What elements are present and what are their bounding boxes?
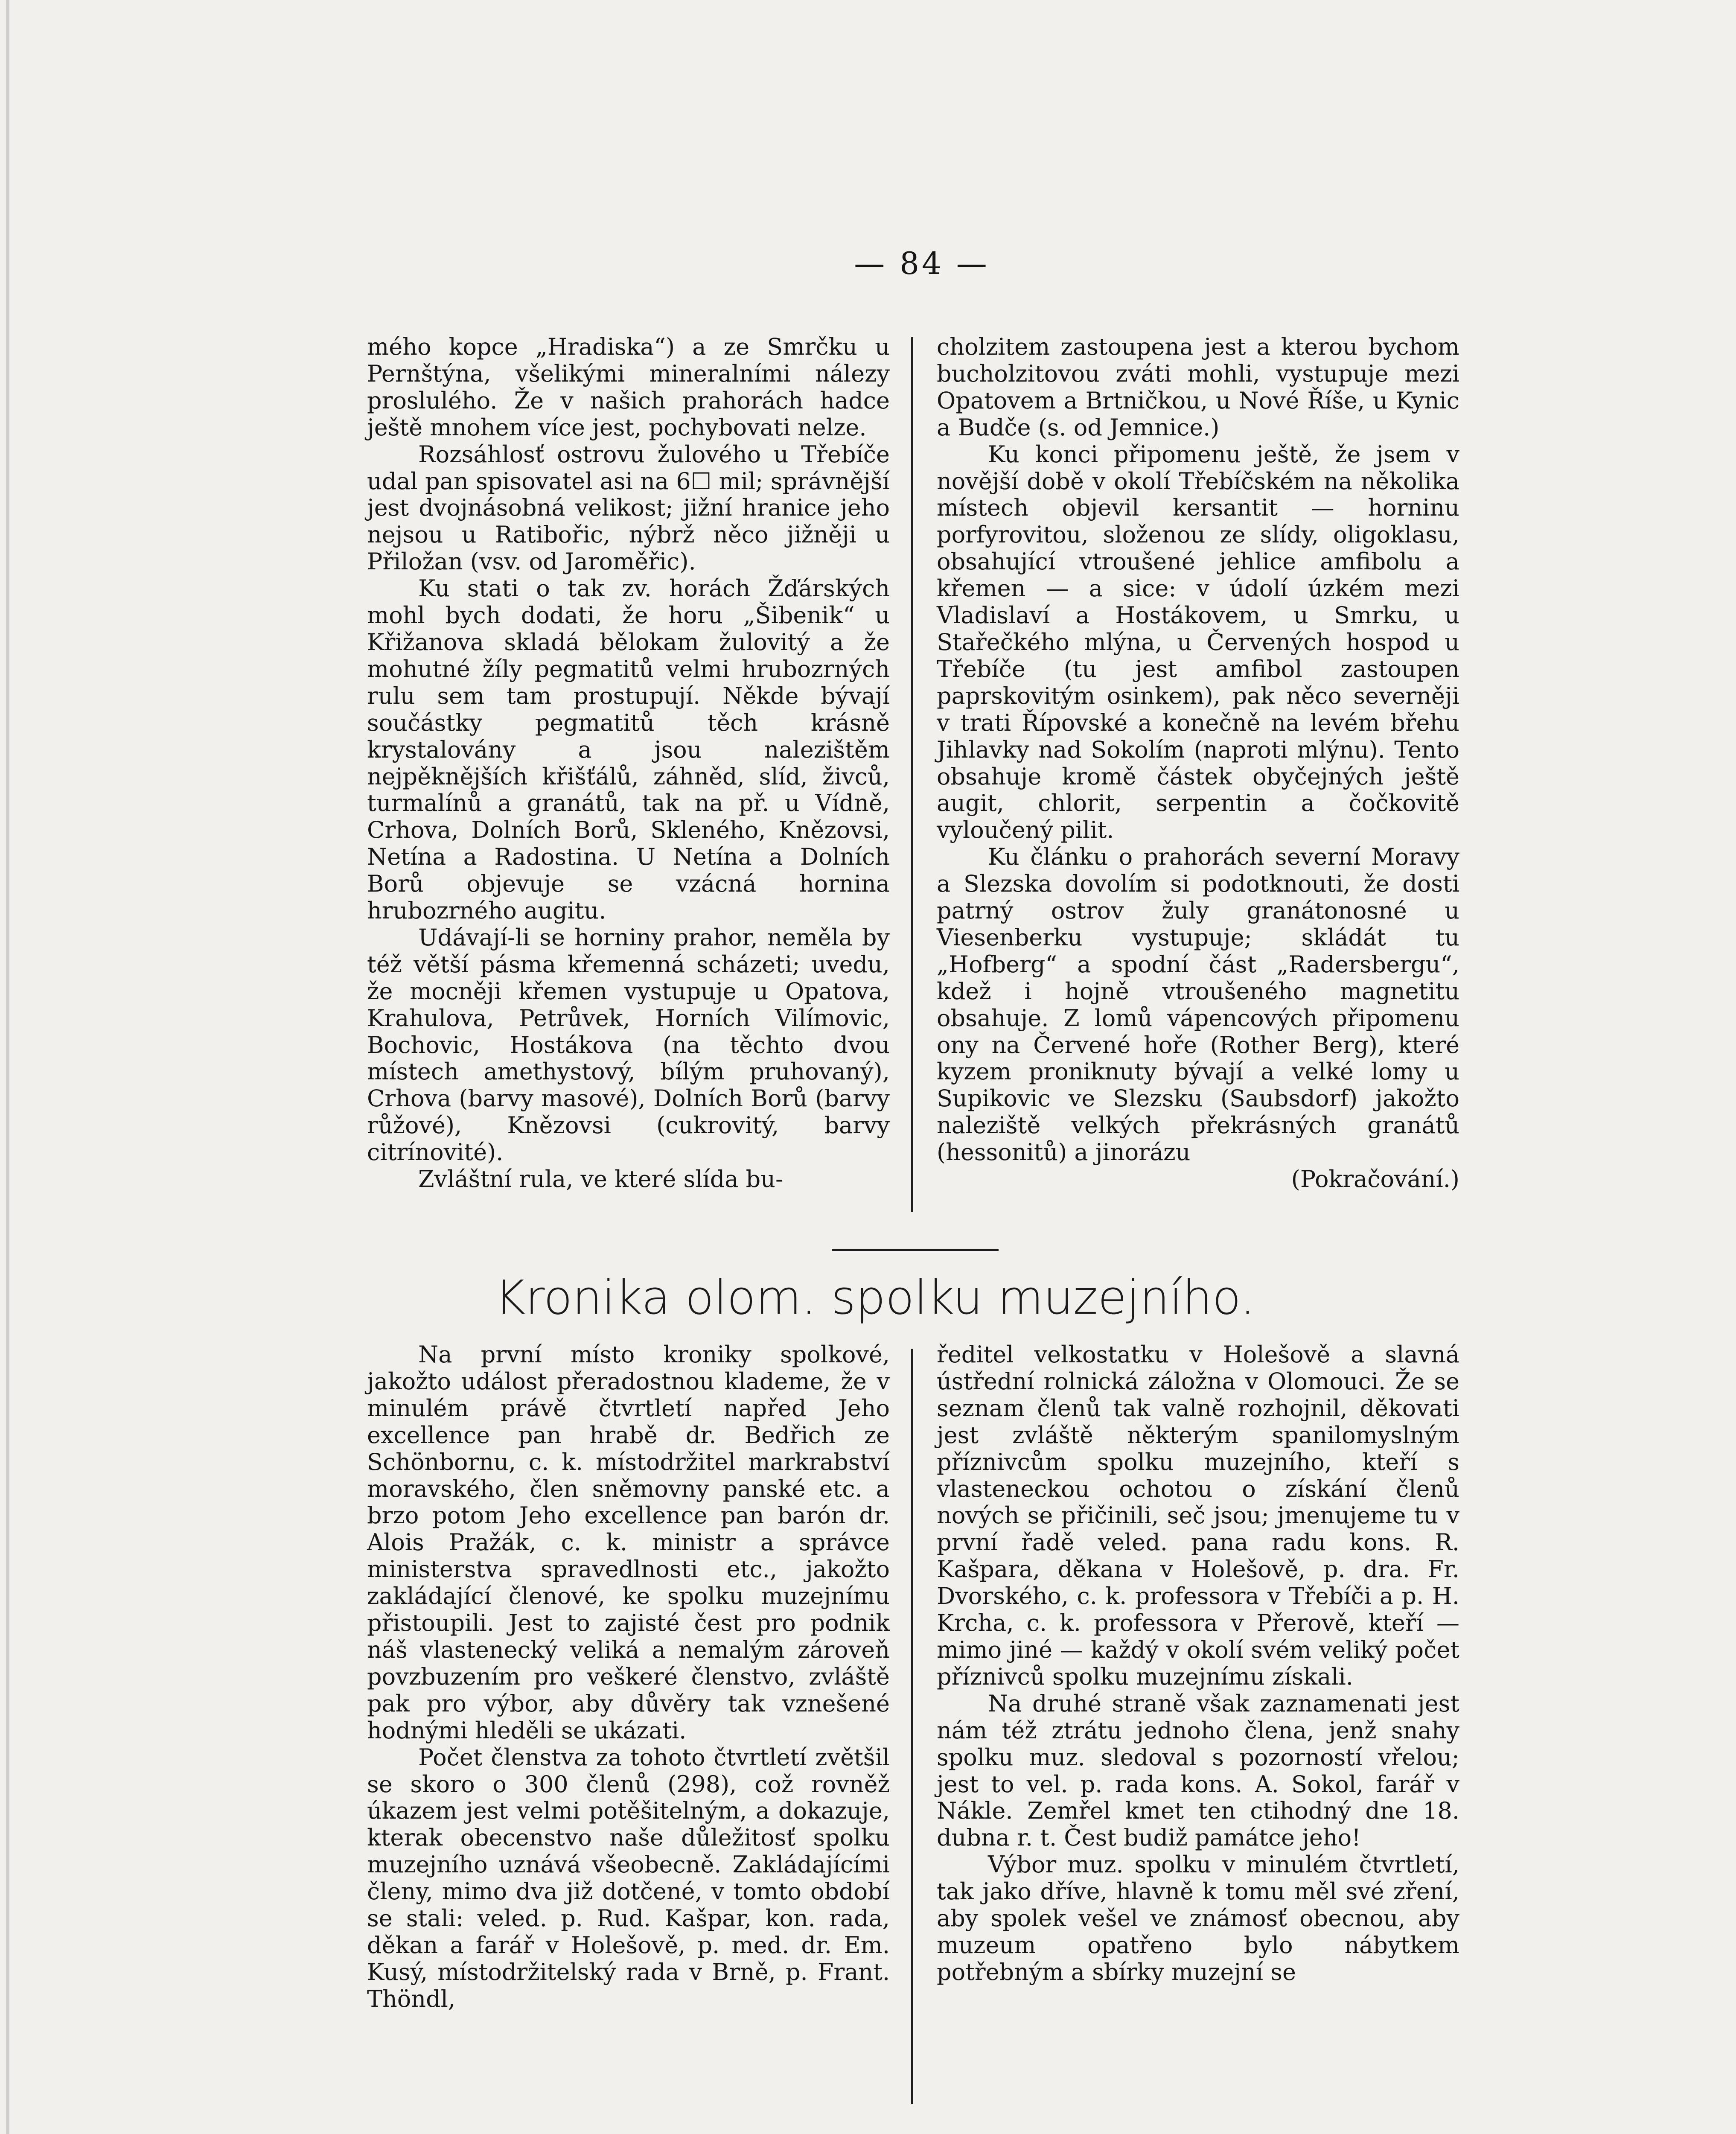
paragraph: mého kopce „Hradiska“) a ze Smrčku u Pernštýna, všelikými mineralními nálezy proslulého. Že v našich prahorách hadce ještě mnohem více jest, pochybovati nelze. [367, 333, 890, 441]
paragraph: Rozsáhlosť ostrovu žulového u Třebíče udal pan spisovatel asi na 6☐ mil; správnější jest dvojnásobná velikost; jižní hranice jeho nejsou u Ratibořic, nýbrž něco jižněji u Přiložan (vsv. od Jaroměřic). [367, 440, 890, 575]
paragraph: Zvláštní rula, ve které slída bu- [418, 1166, 784, 1193]
paragraph: Ku stati o tak zv. horách Žďárských mohl bych dodati, že horu „Šibenik“ u Křižanova skladá bělokam žulovitý a že mohutné žíly pegmatitů velmi hrubozrných rulu sem tam prostupují. Někde bývají součástky pegmatitů těch krásně krystalovány a jsou nalezištěm nejpěknějších křišťálů, záhněd, slíd, živců, turmalínů a granátů, tak na př. u Vídně, Crhova, Dolních Borů, Skleného, Knězovsi, Netína a Radostina. U Netína a Dolních Borů objevuje se vzácná hornina hrubozrného augitu. [367, 575, 890, 924]
top-right-column [937, 334, 1459, 1193]
paragraph: ředitel velkostatku v Holešově a slavná ústřední rolnická záložna v Olomouci. Že se seznam členů tak valně rozhojnil, děkovati jest zvláště některým spanilomyslným příznivcům spolku muzejního, kteří s vlasteneckou ochotou o získání členů nových se přičinili, seč jsou; jmenujeme tu v první řadě veled. pana radu kons. R. Kašpara, děkana v Holešově, p. dra. Fr. Dvorského, c. k. professora v Třebíči a p. H. Krcha, c. k. professora v Přerově, kteří — mimo jiné — každý v okolí svém veliký počet příznivců spolku muzejnímu získali. [937, 1341, 1459, 1690]
paragraph: Počet členstva za tohoto čtvrtletí zvětšil se skoro o 300 členů (298), což rovněž úkazem jest velmi potěšitelným, a dokazuje, kterak obecenstvo naše důležitosť spolku muzejního uznává všeobecně. Zakládajícími členy, mimo dva již dotčené, v tomto období se stali: veled. p. Rud. Kašpar, kon. rada, děkan a farář v Holešově, p. med. dr. Em. Kusý, místodržitelský rada v Brně, p. Frant. Thöndl, [367, 1743, 890, 2012]
paragraph: Ku článku o prahorách severní Moravy a Slezska dovolím si podotknouti, že dosti patrný ostrov žuly granátonosné u Viesenberku vystupuje; skládát tu „Hofberg“ a spodní část „Radersbergu“, kdež i hojně vtroušeného magnetitu obsahuje. Z lomů vápencových připomenu ony na Červené hoře (Rother Berg), které kyzem proniknuty bývají a velké lomy u Supikovic ve Slezsku (Saubsdorf) jakožto naleziště velkých překrásných granátů (hessonitů) a jinorázu [937, 843, 1459, 1166]
page-number: — 84 — [854, 245, 990, 281]
paragraph: Výbor muz. spolku v minulém čtvrtletí, tak jako dříve, hlavně k tomu měl své zření, aby spolek vešel ve známosť obecnou, aby muzeum opatřeno bylo nábytkem potřebným a sbírky muzejní se [937, 1851, 1459, 1985]
section-divider [832, 1249, 999, 1251]
column-divider [911, 337, 913, 1212]
chronicle-right-column [937, 1341, 1459, 1986]
paragraph: Udávají-li se horniny prahor, neměla by též větší pásma křemenná scházeti; uvedu, že mocněji křemen vystupuje u Opatova, Krahulova, Petrůvek, Horních Vilímovic, Bochovic, Hostákova (na těchto dvou místech amethystový, bílým pruhovaný), Crhova (barvy masové), Dolních Borů (barvy růžové), Knězovsi (cukrovitý, barvy citrínovité). [367, 924, 890, 1166]
paragraph: cholzitem zastoupena jest a kterou bychom bucholzitovou zváti mohli, vystupuje mezi Opatovem a Brtničkou, u Nové Říše, u Kynic a Budče (s. od Jemnice.) [937, 333, 1459, 441]
column-divider [911, 1349, 913, 2104]
paragraph: Na druhé straně však zaznamenati jest nám též ztrátu jednoho člena, jenž snahy spolku muz. sledoval s pozorností vřelou; jest to vel. p. rada kons. A. Sokol, farář v Nákle. Zemřel kmet ten ctihodný dne 18. dubna r. t. Čest budiž památce jeho! [937, 1690, 1459, 1851]
top-left-column [367, 334, 890, 1193]
continuation-note: (Pokračování.) [1291, 1166, 1459, 1193]
paragraph: Ku konci připomenu ještě, že jsem v novější době v okolí Třebíčském na několika místech objevil kersantit — horninu porfyrovitou, složenou ze slídy, oligoklasu, obsahující vtroušené jehlice amfibolu a křemen — a sice: v údolí úzkém mezi Vladislaví a Hostákovem, u Smrku, u Stařečkého mlýna, u Červených hospod u Třebíče (tu jest amfibol zastoupen paprskovitým osinkem), pak něco severněji v trati Řípovské a konečně na levém břehu Jihlavky nad Sokolím (naproti mlýnu). Tento obsahuje kromě částek obyčejných ještě augit, chlorit, serpentin a čočkovitě vyloučený pilit. [937, 440, 1459, 844]
chronicle-left-column [367, 1341, 890, 2013]
paragraph: Na první místo kroniky spolkové, jakožto událost přeradostnou klademe, že v minulém právě čtvrtletí napřed Jeho excellence pan hrabě dr. Bedřich ze Schönbornu, c. k. místodržitel markrabství moravského, člen sněmovny panské etc. a brzo potom Jeho excellence pan barón dr. Alois Pražák, c. k. ministr a správce ministerstva spravedlnosti etc., jakožto zakládající členové, ke spolku muzejnímu přistoupili. Jest to zajisté čest pro podnik náš vlastenecký veliká a nemalým zároveň povzbuzením pro veškeré členstvo, zvláště pak pro výbor, aby důvěry tak vznešené hodnými hleděli se ukázati. [367, 1341, 890, 1744]
section-heading: Kronika olom. spolku muzejního. [494, 1270, 1255, 1325]
